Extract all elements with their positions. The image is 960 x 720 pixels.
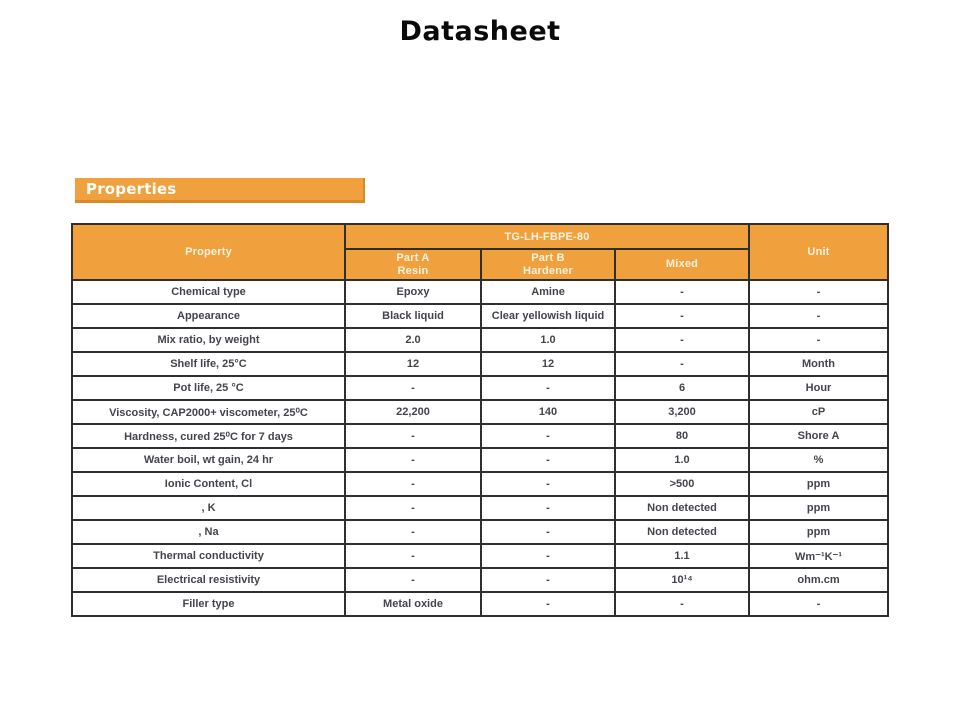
cell-mixed: - <box>615 352 749 376</box>
table-row <box>72 544 888 568</box>
part-a-line1: Part A <box>396 251 430 264</box>
part-b-line2: Hardener <box>523 264 573 277</box>
cell-mixed: Non detected <box>615 496 749 520</box>
cell-part-b: 140 <box>481 400 615 424</box>
cell-part-b: - <box>481 376 615 400</box>
table-row <box>72 400 888 424</box>
cell-property: Thermal conductivity <box>72 544 345 568</box>
cell-part-b: - <box>481 448 615 472</box>
table-row <box>72 328 888 352</box>
cell-part-b: - <box>481 424 615 448</box>
cell-part-a: - <box>345 448 481 472</box>
cell-property: Ionic Content, Cl <box>72 472 345 496</box>
table-header <box>72 224 888 280</box>
cell-mixed: 6 <box>615 376 749 400</box>
cell-part-a: 2.0 <box>345 328 481 352</box>
table-row <box>72 376 888 400</box>
cell-mixed: - <box>615 592 749 616</box>
cell-mixed: 3,200 <box>615 400 749 424</box>
cell-mixed: 1.0 <box>615 448 749 472</box>
cell-mixed: 10¹⁴ <box>615 568 749 592</box>
page-title: Datasheet <box>399 16 561 47</box>
cell-unit: ppm <box>749 472 888 496</box>
part-a-line2: Resin <box>397 264 429 277</box>
table-row <box>72 280 888 304</box>
cell-mixed: 80 <box>615 424 749 448</box>
cell-unit: % <box>749 448 888 472</box>
cell-property: Shelf life, 25°C <box>72 352 345 376</box>
cell-part-a: 22,200 <box>345 400 481 424</box>
cell-part-b: - <box>481 496 615 520</box>
cell-unit: - <box>749 304 888 328</box>
cell-property: Hardness, cured 25⁰C for 7 days <box>72 424 345 448</box>
part-b-line1: Part B <box>531 251 565 264</box>
cell-mixed: - <box>615 304 749 328</box>
cell-unit: Wm⁻¹K⁻¹ <box>749 544 888 568</box>
cell-part-a: - <box>345 544 481 568</box>
cell-unit: ppm <box>749 520 888 544</box>
table-body <box>72 280 888 616</box>
cell-part-a: - <box>345 424 481 448</box>
cell-property: , Na <box>72 520 345 544</box>
table-row <box>72 520 888 544</box>
cell-part-a: Metal oxide <box>345 592 481 616</box>
cell-part-a: Black liquid <box>345 304 481 328</box>
cell-property: Viscosity, CAP2000+ viscometer, 25⁰C <box>72 400 345 424</box>
cell-unit: cP <box>749 400 888 424</box>
cell-part-b: - <box>481 544 615 568</box>
cell-part-a: 12 <box>345 352 481 376</box>
cell-unit: Hour <box>749 376 888 400</box>
cell-part-b: - <box>481 592 615 616</box>
cell-mixed: >500 <box>615 472 749 496</box>
table-row <box>72 424 888 448</box>
cell-property: Mix ratio, by weight <box>72 328 345 352</box>
cell-property: Appearance <box>72 304 345 328</box>
col-header-mixed: Mixed <box>615 249 749 280</box>
cell-unit: - <box>749 280 888 304</box>
cell-mixed: 1.1 <box>615 544 749 568</box>
cell-part-b: Clear yellowish liquid <box>481 304 615 328</box>
col-header-part-b <box>481 249 615 280</box>
cell-part-a: - <box>345 520 481 544</box>
col-header-part-a <box>345 249 481 280</box>
col-header-property: Property <box>72 224 345 280</box>
cell-part-b: Amine <box>481 280 615 304</box>
cell-unit: - <box>749 328 888 352</box>
cell-part-b: 12 <box>481 352 615 376</box>
cell-property: Chemical type <box>72 280 345 304</box>
properties-section-label: Properties <box>86 180 177 198</box>
cell-property: Filler type <box>72 592 345 616</box>
table-row <box>72 472 888 496</box>
cell-part-b: 1.0 <box>481 328 615 352</box>
table-row <box>72 496 888 520</box>
cell-part-a: Epoxy <box>345 280 481 304</box>
cell-unit: - <box>749 592 888 616</box>
cell-part-a: - <box>345 472 481 496</box>
cell-mixed: - <box>615 280 749 304</box>
cell-unit: ohm.cm <box>749 568 888 592</box>
cell-unit: Month <box>749 352 888 376</box>
properties-table <box>71 223 889 617</box>
table-row <box>72 568 888 592</box>
col-header-product: TG-LH-FBPE-80 <box>345 224 749 249</box>
cell-property: Water boil, wt gain, 24 hr <box>72 448 345 472</box>
cell-part-b: - <box>481 568 615 592</box>
cell-mixed: - <box>615 328 749 352</box>
cell-part-b: - <box>481 520 615 544</box>
table-row <box>72 592 888 616</box>
cell-unit: Shore A <box>749 424 888 448</box>
cell-part-a: - <box>345 376 481 400</box>
cell-property: , K <box>72 496 345 520</box>
table-row <box>72 448 888 472</box>
cell-mixed: Non detected <box>615 520 749 544</box>
col-header-unit: Unit <box>749 224 888 280</box>
properties-section-header <box>75 178 365 203</box>
cell-part-b: - <box>481 472 615 496</box>
cell-property: Pot life, 25 °C <box>72 376 345 400</box>
cell-part-a: - <box>345 496 481 520</box>
table-row <box>72 304 888 328</box>
table-row <box>72 352 888 376</box>
cell-part-a: - <box>345 568 481 592</box>
cell-property: Electrical resistivity <box>72 568 345 592</box>
cell-unit: ppm <box>749 496 888 520</box>
